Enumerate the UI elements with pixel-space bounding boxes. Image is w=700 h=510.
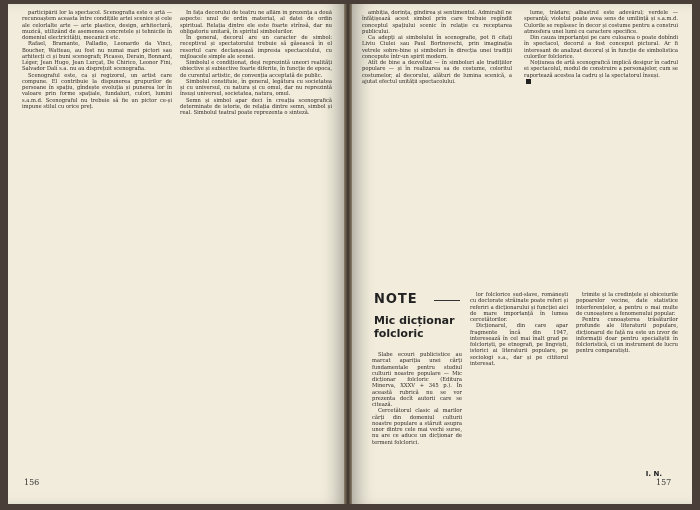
page-number: 157	[656, 478, 672, 487]
left-page	[8, 4, 344, 504]
divider	[434, 300, 460, 301]
paragraph: Atît de bine a dezvoltat — în simboluri ale tradițiilor populare — și în realizarea sa de costume, coloritul costumelor, al decorului, alături de lumina scenică, a ajutat efectul unității spectacolului.	[362, 60, 512, 85]
paragraph: În fața decorului de teatru ne aflăm în prezența a două aspecte: unul de ordin material, al datei de ordin spiritual. Relația dintre ele este foarte strînsă, dar nu obligatoriu unitară, în spiritul simbolurilor.	[180, 10, 332, 35]
paragraph: lume, trădare; albastrul este adevărul; verdele — speranță; violetul poate avea sens de umilință și s.a.m.d. Culorile se regăsesc în decor și costume pentru a construi atmosfera unei lumi cu caractere specifice.	[524, 10, 678, 35]
paragraph: În general, decorul are un caracter de simbol: receptivul și spectatorului trebuie să găsească în el resortul care declanșează impresia spectacolului, cu mijloacele simple ale scenei.	[180, 35, 332, 60]
paragraph: Noțiunea de artă scenografică implică desigur în cadrul ei spectacolul, modul de construire a personajelor, cum se raportează acestea la cadru și la spectatorul însuși.	[524, 60, 678, 79]
right-bottom-column-3	[576, 292, 678, 468]
book-gutter	[344, 4, 352, 504]
left-column-1	[22, 10, 172, 470]
right-page	[352, 4, 692, 504]
paragraph: Pentru cunoașterea trăsăturilor profunde ale literaturii populare, dicționarul de față nu este un izvor de informații doar pentru specialiștii în folcloristică, ci un instrument de lucru pentru comparatiști.	[576, 317, 678, 355]
paragraph: participării lor la spectacol. Scenografia este o artă — recunoaștem aceasta între condițiile artei scenice și cele ale celorlalte arte — arte plastice, design, arhitectură, muzică, utilizând de asemenea concretele și tehnicile în domeniul electricității, mecanicii etc.	[22, 10, 172, 41]
author-signature: I. N.	[645, 470, 662, 478]
page-number: 156	[24, 478, 40, 487]
paragraph: Simbolul e condiționat, deși reprezintă uneori realități obiective și subiective foarte diferite, în funcție de epoca, de curentul artistic, de convenția acceptată de public.	[180, 60, 332, 79]
paragraph: Scenograful este, ca și regizorul, un artist care compune. El contribuie la dispunerea grupurilor de persoane în spațiu, gîndește evoluția și punerea lor în valoare prin forme spațiale, fundaluri, culori, lumini s.a.m.d. Scenograful nu trebuie să fie un pictor ce-și impune stilul cu orice preț.	[22, 72, 172, 110]
paragraph: Ca adepți ai simbolului în scenografie, pot fi citați Liviu Ciulei sau Paul Bortnovschi, prin imaginația vetrele sobre-bine și simboluri în direcția unei tradiții concepute într-un spirit modern.	[362, 35, 512, 60]
paragraph: Semn și simbol apar deci în creația scenografică determinate de istorie, de relația dintre semn, simbol și real. Simbolul teatral poate reprezenta o sinteză.	[180, 97, 332, 116]
paragraph: Simbolul constituie, în general, legătura cu societatea și cu universul, cu natura și cu omul, dar nu reprezintă însuși universul, societatea, natura, omul.	[180, 78, 332, 98]
right-bottom-column-2	[470, 292, 568, 488]
left-column-2	[180, 10, 332, 470]
paragraph: Slabe ecouri publicistice au marcat apariția unei cărți fundamentale pentru studiul culturii noastre populare — Mic dicționar folcloric (Editura Minerva, XXXV + 345 p.). În această rubrică nu se vor prezenta decît autorii care se citează.	[372, 352, 462, 408]
right-bottom-column-1	[372, 352, 462, 488]
article-title: Mic dicționar folcloric	[374, 314, 455, 340]
paragraph: Rafael, Bramante, Palladio, Leonardo da Vinci, Boucher, Watteau, au fost nu numai mari pictori sau arhitecți ci și buni scenografi; Picasso, Derain, Bonnard, Léger, Jean Hugo, Jean Lurçat, De Chirico, Leonor Fini, Salvador Dalí s.a. nu au disprețuit scenografia.	[22, 41, 172, 73]
paragraph: trimite și la credințele și obiceiurile popoarelor vecine, date statistice interferențelor, a pentru o mai multe de cunoaștere a fenomenului popular.	[576, 292, 678, 317]
paragraph: Din cauza importanței pe care culoarea o poate dobîndi în spectacol, decorul a fost conceput pictural. Ar fi interesant de analizat decorul și în funcție de simbolistica culorilor folclorice.	[524, 35, 678, 60]
paragraph: ambiția, dorința, gîndirea și sentimentul. Admirabil ne înfățișează acest simbol prin care trebuie regîndit conceptul spațiului scenic în relație cu receptarea publicului.	[362, 10, 512, 35]
right-top-column-2	[524, 10, 678, 280]
right-top-column-1	[362, 10, 512, 280]
paragraph: lor folclorice sud-slave, românești cu doctorate străinate poate referi și referiri a dicționarului și funcției aici de mare importanță în lumea cercetătorilor.	[470, 292, 568, 323]
end-mark-icon	[526, 79, 531, 84]
section-label: NOTE	[374, 292, 418, 307]
paragraph: Dicționarul, din care apar fragmente încă din 1947, interesează în cel mai înalt grad pe folcloriști, pe etnografi, pe lingviști, istorici ai literaturii populare, pe sociologi s.a., dar și pe cititorul interesat.	[470, 323, 568, 367]
paragraph: Cercetătorul clasic al marilor cărți din domeniul culturii noastre populare a stăruit asupra unor dintre cele mai vechi surse, nu are ce aduce un dicționar de termeni folclorici.	[372, 408, 462, 446]
